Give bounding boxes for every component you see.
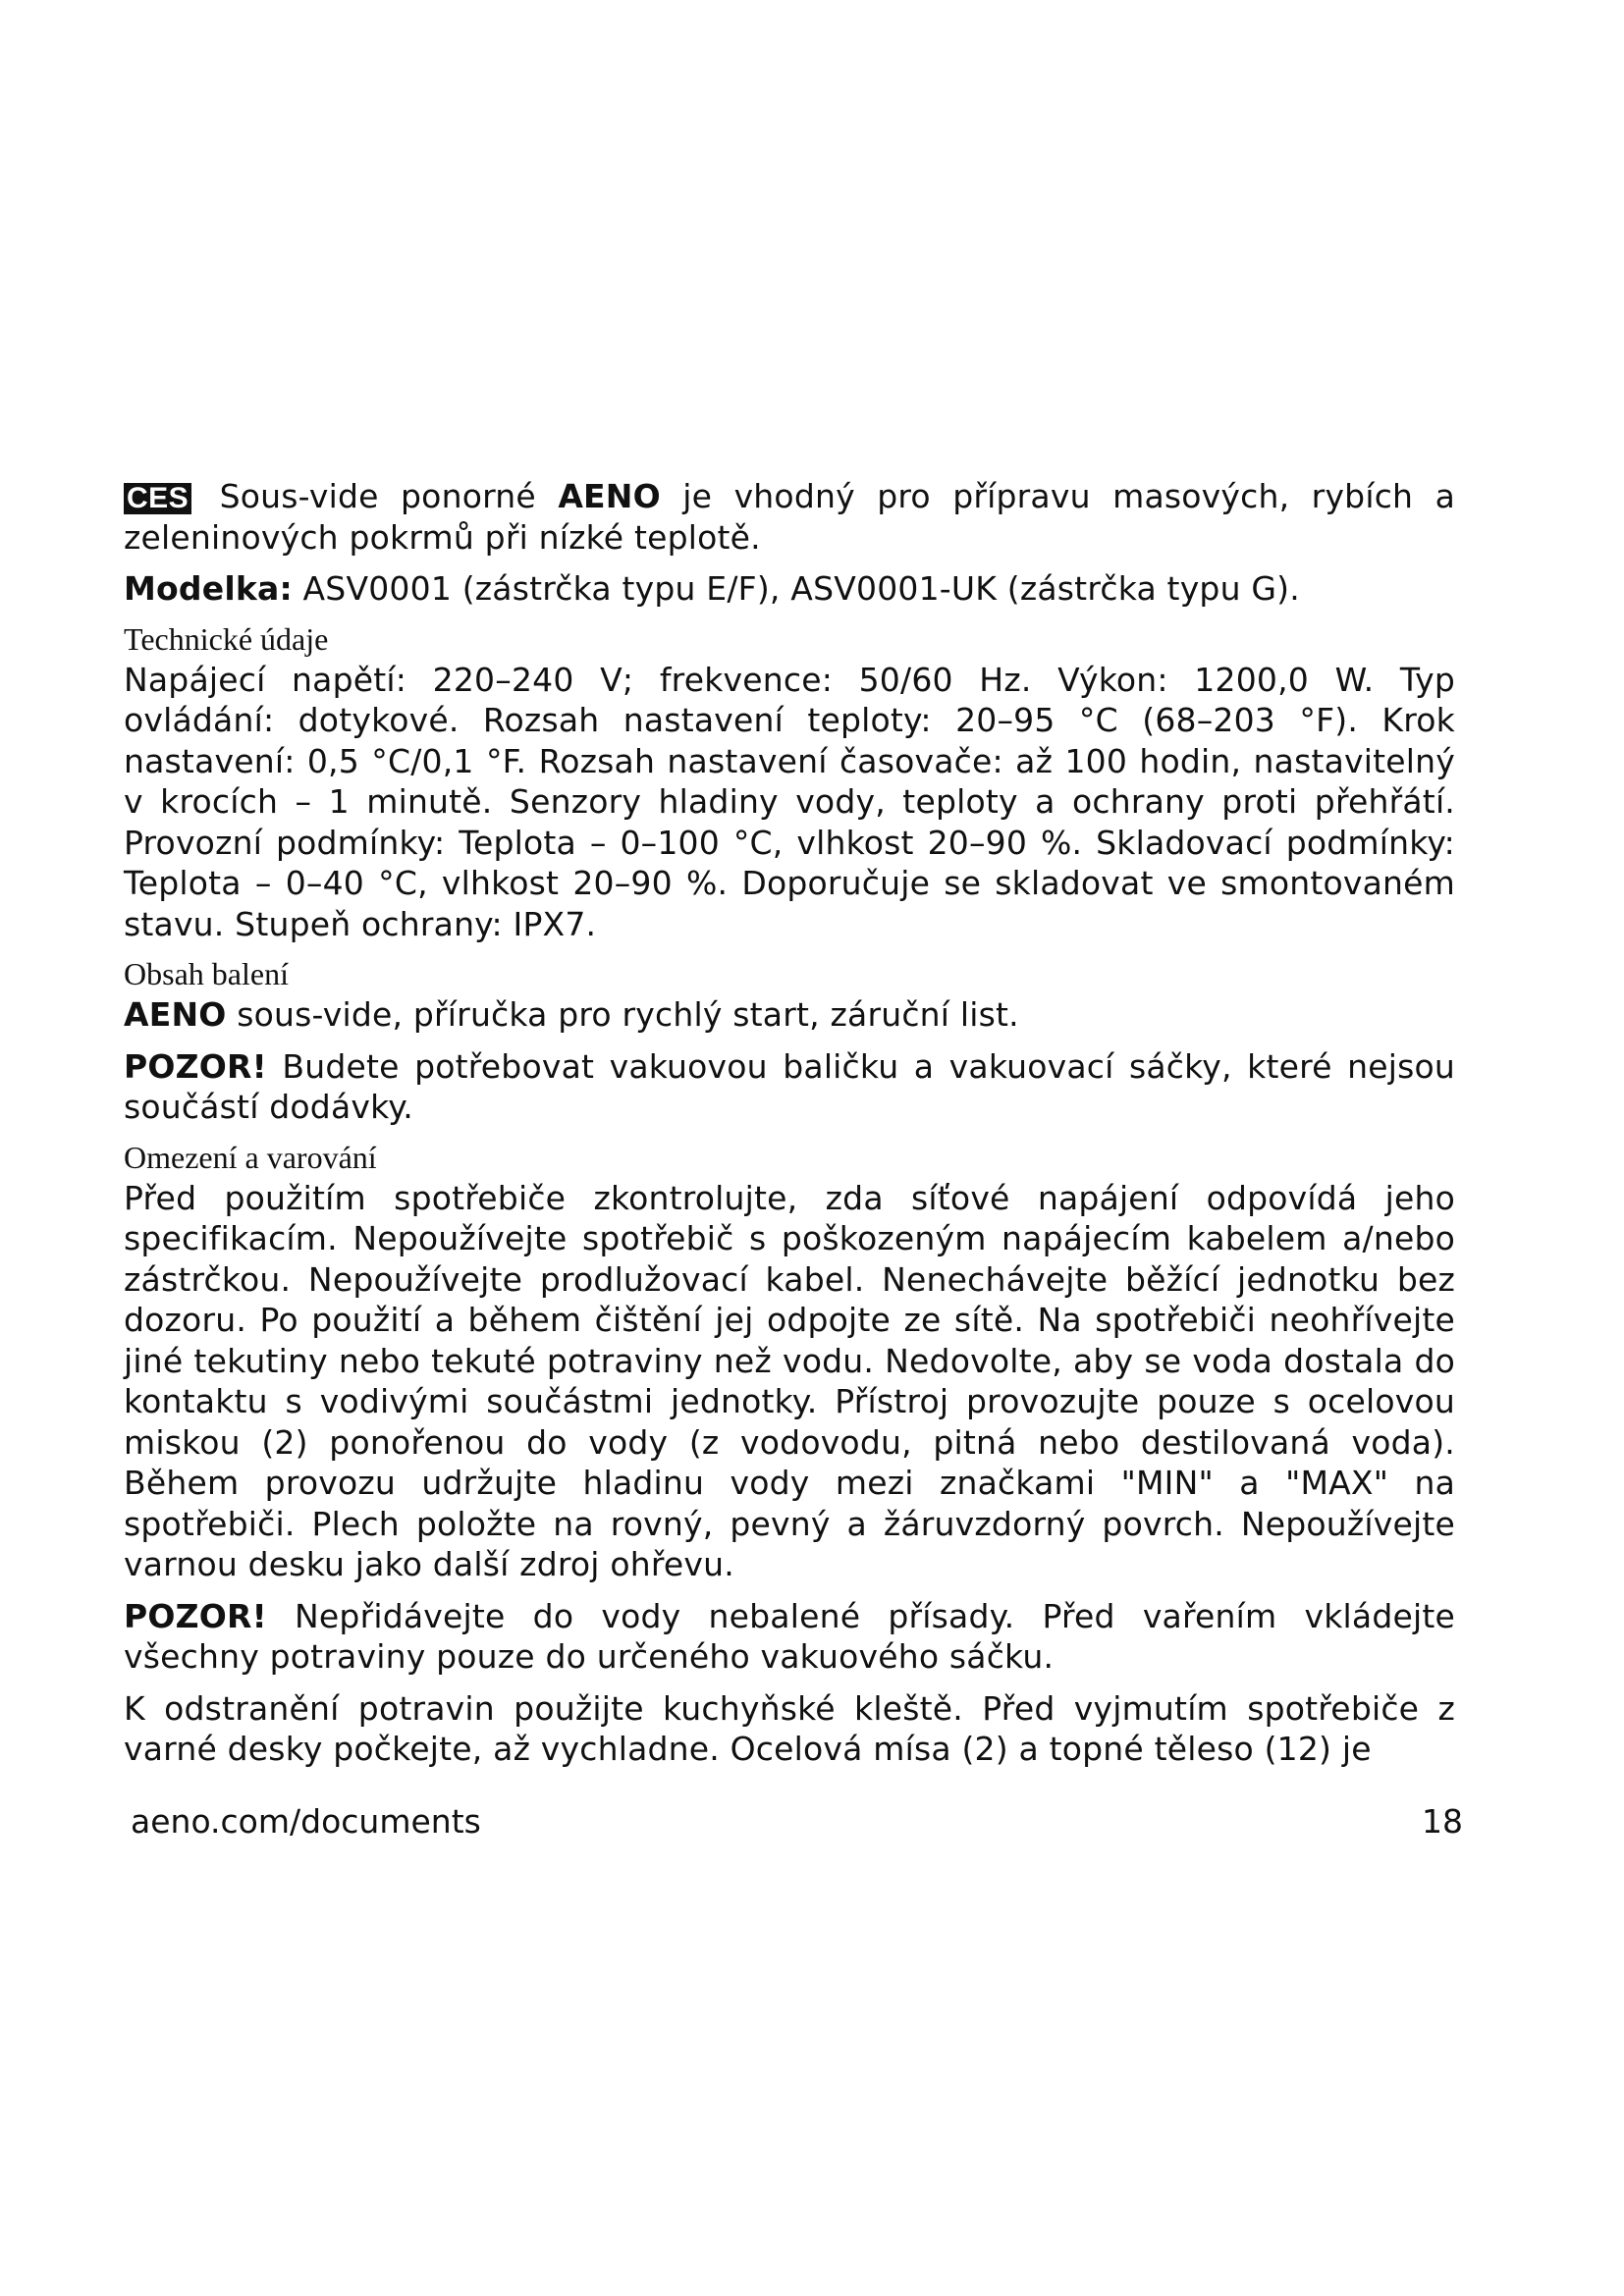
model-paragraph (124, 568, 1455, 610)
warning-text-2: Nepřidávejte do vody nebalené přísady. Před vařením vkládejte všechny potraviny pouze do určeného vakuového sáčku. (124, 1596, 1455, 1676)
package-text: sous-vide, příručka pro rychlý start, záruční list. (226, 995, 1019, 1034)
intro-paragraph (124, 476, 1455, 558)
model-label: Modelka: (124, 569, 293, 608)
intro-text-after: je vhodný pro přípravu masových, rybích a zeleninových pokrmů při nízké teplotě. (124, 477, 1455, 557)
intro-text-before: Sous-vide ponorné (197, 477, 559, 515)
package-brand: AENO (124, 995, 227, 1034)
warning-paragraph-2 (124, 1596, 1455, 1678)
tech-paragraph: Napájecí napětí: 220–240 V; frekvence: 50/60 Hz. Výkon: 1200,0 W. Typ ovládání: dotykové. Rozsah nastavení teploty: 20–95 °C (68–203 °F). Krok nastavení: 0,5 °C/0,1 °F. Rozsah nastavení časovače: až 100 hodin, nastavitelný v krocích – 1 minutě. Senzory hladiny vody, teploty a ochrany proti přehřátí. Provozní podmínky: Teplota – 0–100 °C, vlhkost 20–90 %. Skladovací podmínky: Teplota – 0–40 °C, vlhkost 20–90 %. Doporučuje se skladovat ve smontovaném stavu. Stupeň ochrany: IPX7. (124, 660, 1455, 943)
limits-heading: Omezení a varování (124, 1139, 377, 1175)
removal-paragraph: K odstranění potravin použijte kuchyňské kleště. Před vyjmutím spotřebiče z varné desky počkejte, až vychladne. Ocelová mísa (2) a topné těleso (12) je (124, 1688, 1455, 1768)
intro-brand: AENO (558, 477, 661, 515)
language-badge: CES (124, 483, 191, 514)
warning-label-2: POZOR! (124, 1596, 267, 1635)
warning-text-1: Budete potřebovat vakuovou baličku a vakuovací sáčky, které nejsou součástí dodávky. (124, 1046, 1455, 1126)
warning-label-1: POZOR! (124, 1046, 267, 1086)
footer-url[interactable]: aeno.com/documents (131, 1802, 481, 1841)
page-footer (131, 1802, 1463, 1842)
package-heading: Obsah balení (124, 956, 289, 991)
model-text: ASV0001 (zástrčka typu E/F), ASV0001-UK (zástrčka typu G). (292, 569, 1300, 608)
document-body (124, 476, 1455, 1781)
warning-paragraph-1 (124, 1046, 1455, 1128)
limits-paragraph: Před použitím spotřebiče zkontrolujte, zda síťové napájení odpovídá jeho specifikacím. Nepoužívejte spotřebič s poškozeným napájecím kabelem a/nebo zástrčkou. Nepoužívejte prodlužovací kabel. Nenechávejte běžící jednotku bez dozoru. Po použití a během čištění jej odpojte ze sítě. Na spotřebiči neohřívejte jiné tekutiny nebo tekuté potraviny než vodu. Nedovolte, aby se voda dostala do kontaktu s vodivými součástmi jednotky. Přístroj provozujte pouze s ocelovou miskou (2) ponořenou do vody (z vodovodu, pitná nebo destilovaná voda). Během provozu udržujte hladinu vody mezi značkami "MIN" a "MAX" na spotřebiči. Plech položte na rovný, pevný a žáruvzdorný povrch. Nepoužívejte varnou desku jako další zdroj ohřevu. (124, 1178, 1455, 1583)
page-number: 18 (1422, 1802, 1463, 1841)
package-paragraph (124, 994, 1455, 1036)
tech-heading: Technické údaje (124, 620, 329, 657)
